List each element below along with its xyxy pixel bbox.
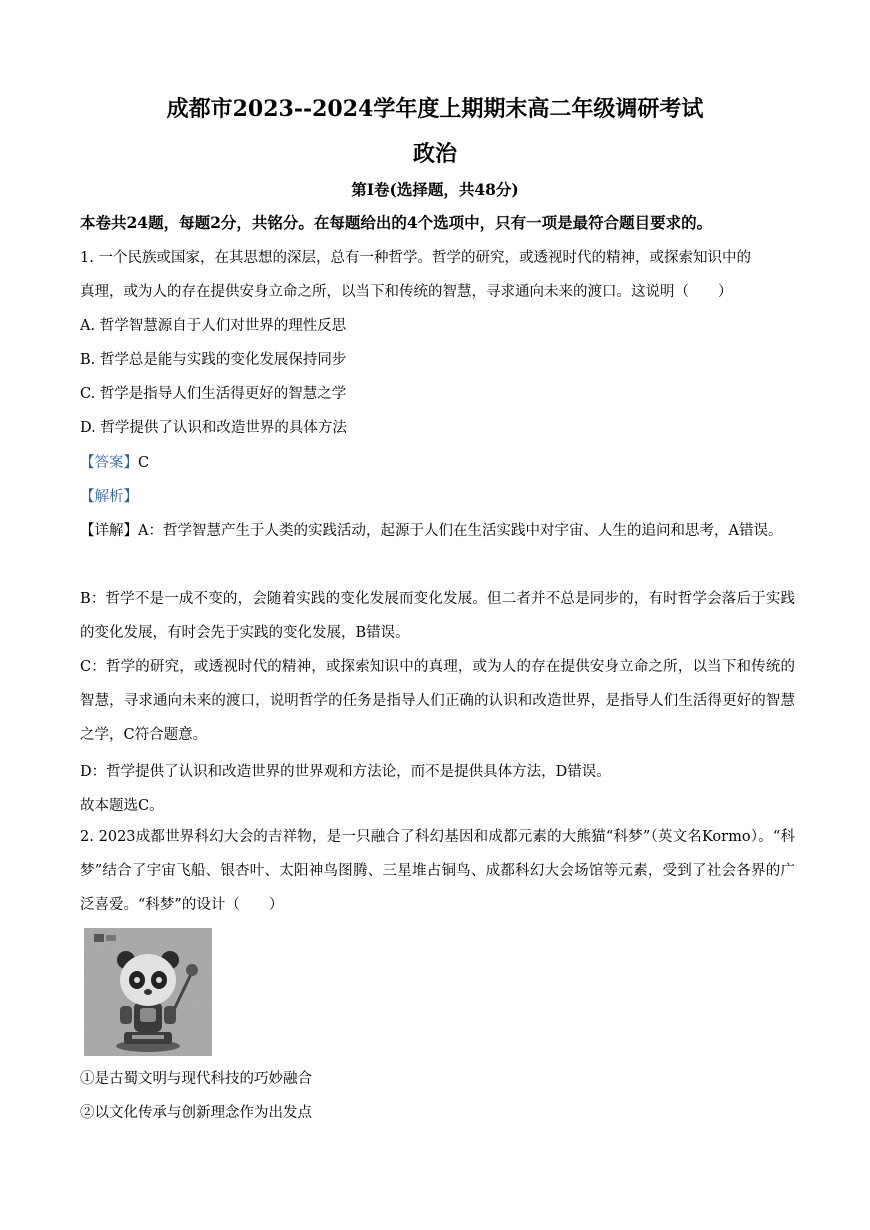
question-2-item-1: ①是古蜀文明与现代科技的巧妙融合 xyxy=(80,1071,312,1087)
panda-mascot-icon xyxy=(84,928,212,1056)
answer-row xyxy=(80,453,795,473)
question-1-option-a: A. 哲学智慧源自于人们对世界的理性反思 xyxy=(80,318,347,334)
question-1-conclusion: 故本题选C。 xyxy=(80,798,164,814)
exam-title: 成都市2023--2024学年度上期期末高二年级调研考试 xyxy=(166,96,704,122)
question-2-item-2: ②以文化传承与创新理念作为出发点 xyxy=(80,1105,312,1121)
question-1-stem-line-2: 真理，或为人的存在提供安身立命之所，以当下和传统的智慧，寻求通向未来的渡口。这说明（ ） xyxy=(80,284,733,300)
question-1-stem-line-1: 1. 一个民族或国家，在其思想的深层，总有一种哲学。哲学的研究，或透视时代的精神，或探索知识中的 xyxy=(80,250,751,266)
kormo-mascot-image xyxy=(84,928,212,1056)
question-1-option-d: D. 哲学提供了认识和改造世界的具体方法 xyxy=(80,420,347,436)
detail-a-text: A：哲学智慧产生于人类的实践活动，起源于人们在生活实践中对宇宙、人生的追问和思考，A错误。 xyxy=(138,523,783,539)
section-heading: 第Ⅰ卷(选择题，共48分) xyxy=(351,180,519,199)
question-1-option-b: B. 哲学总是能与实践的变化发展保持同步 xyxy=(80,352,347,368)
detail-c-paragraph: C：哲学的研究，或透视时代的精神，或探索知识中的真理，或为人的存在提供安身立命之所，以当下和传统的智慧，寻求通向未来的渡口，说明哲学的任务是指导人们正确的认识和改造世界，是指导人们生活得更好的智慧之学，C符合题意。 xyxy=(80,659,795,743)
detail-d-paragraph: D：哲学提供了认识和改造世界的世界观和方法论，而不是提供具体方法，D错误。 xyxy=(80,764,611,780)
subject-title: 政治 xyxy=(412,141,457,167)
detail-a-paragraph xyxy=(80,514,795,548)
answer-value: C xyxy=(138,455,150,471)
answer-label: 【答案】 xyxy=(80,455,138,471)
question-1-option-c: C. 哲学是指导人们生活得更好的智慧之学 xyxy=(80,386,347,402)
analysis-label: 【解析】 xyxy=(80,489,138,505)
detail-b-paragraph: B：哲学不是一成不变的，会随着实践的变化发展而变化发展。但二者并不总是同步的，有时哲学会落后于实践的变化发展，有时会先于实践的变化发展，B错误。 xyxy=(80,591,795,641)
section-instructions: 本卷共24题，每题2分，共铭分。在每题给出的4个选项中，只有一项是最符合题目要求的。 xyxy=(80,213,713,232)
question-2-stem: 2. 2023成都世界科幻大会的吉祥物，是一只融合了科幻基因和成都元素的大熊猫“科梦”（英文名Kormo）。“科梦”结合了宇宙飞船、银杏叶、太阳神鸟图腾、三星堆占铜鸟、成都科幻大会场馆等元素，受到了社会各界的广泛喜爱。“科梦”的设计（ ） xyxy=(80,829,795,913)
detail-label: 【详解】 xyxy=(80,523,138,539)
